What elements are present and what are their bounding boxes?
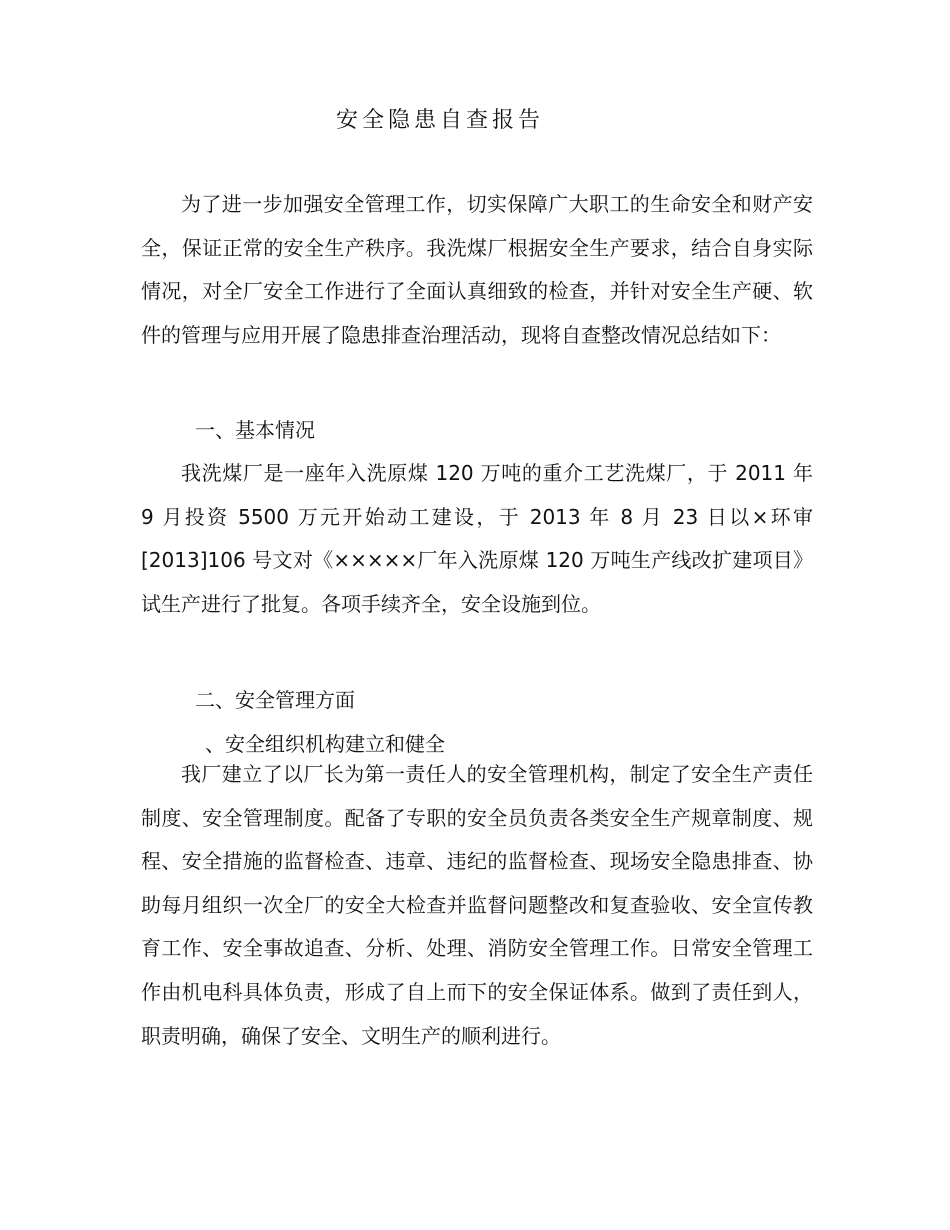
intro-paragraph: 为了进一步加强安全管理工作，切实保障广大职工的生命安全和财产安全，保证正常的安全生产秩序。我洗煤厂根据安全生产要求，结合自身实际情况，对全厂安全工作进行了全面认真细致的检查，并针对安全生产硬、软件的管理与应用开展了隐患排查治理活动，现将自查整改情况总结如下： [141, 192, 813, 347]
basic-situation-paragraph: 我洗煤厂是一座年入洗原煤 120 万吨的重介工艺洗煤厂，于 2011 年 9 月投资 5500 万元开始动工建设，于 2013 年 8 月 23 日以×环审[2013]106 号文对《×××××厂年入洗原煤 120 万吨生产线改扩建项目》试生产进行了批复。各项手续齐全，安全设施到位。 [141, 461, 813, 616]
organization-paragraph: 我厂建立了以厂长为第一责任人的安全管理机构，制定了安全生产责任制度、安全管理制度。配备了专职的安全员负责各类安全生产规章制度、规程、安全措施的监督检查、违章、违纪的监督检查、现场安全隐患排查、协助每月组织一次全厂的安全大检查并监督问题整改和复查验收、安全宣传教育工作、安全事故追查、分析、处理、消防安全管理工作。日常安全管理工作由机电科具体负责，形成了自上而下的安全保证体系。做到了责任到人，职责明确，确保了安全、文明生产的顺利进行。 [141, 762, 813, 1048]
subsection-heading-organization: 、安全组织机构建立和健全 [205, 732, 445, 756]
section-heading-safety-management: 二、安全管理方面 [195, 688, 355, 712]
document-title: 安全隐患自查报告 [336, 108, 545, 133]
section-heading-basic-situation: 一、基本情况 [195, 418, 315, 442]
